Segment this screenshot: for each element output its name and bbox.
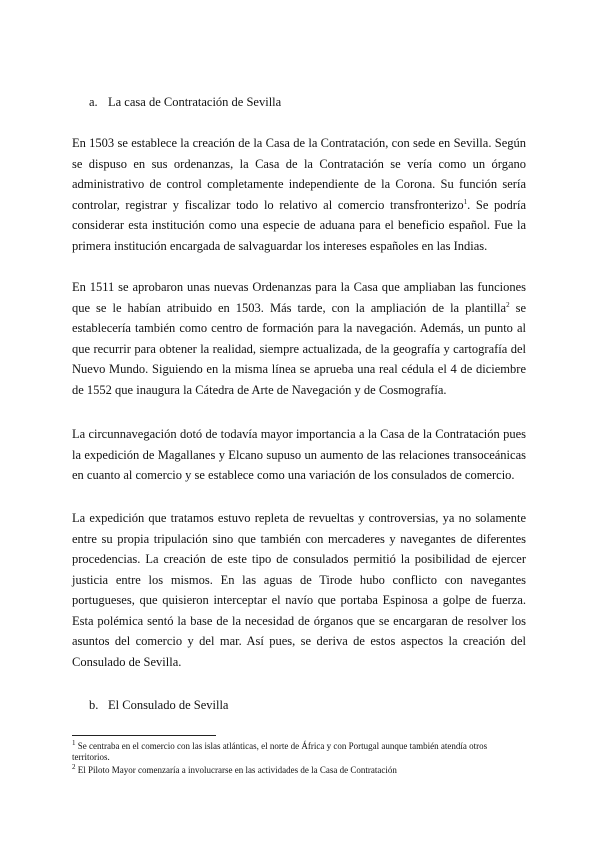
- footnote-separator: [72, 735, 216, 736]
- section-heading-b: [89, 697, 228, 713]
- footnote-1: $^1$ Se centraba en el comercio con las islas atlánticas, el norte de África y con Portugal aunque también atendía otros territorios.: [72, 739, 488, 762]
- paragraph-3: La circunnavegación dotó de todavía mayor importancia a la Casa de la Contratación pues la expedición de Magallanes y Elcano supuso un aumento de las relaciones transoceánicas en cuanto al comercio y se establece como una variación de los consulados de comercio.: [72, 427, 526, 482]
- paragraph-2: En 1511 se aprobaron unas nuevas Ordenanzas para la Casa que ampliaban las funciones que se le habían atribuido en 1503. Más tarde, con la ampliación de la plantilla$^2$ se establecería también como centro de formación para la navegación. Además, un punto al que recurrir para obtener la realidad, siempre actualizada, de la geografía y cartografía del Nuevo Mundo. Siguiendo en la misma línea se aprueba una real cédula el 4 de diciembre de 1552 que inaugura la Cátedra de Arte de Navegación y de Cosmografía.: [72, 280, 526, 397]
- section-title: La casa de Contratación de Sevilla: [108, 95, 282, 109]
- footnote-ref-2[interactable]: 2: [506, 300, 510, 309]
- paragraph-4: La expedición que tratamos estuvo repleta de revueltas y controversias, ya no solamente entre su propia tripulación sino que también con mercaderes y navegantes de diferentes procedencias. La creación de este tipo de consulados permitió la posibilidad de ejercer justicia entre los mismos. En las aguas de Tirode hubo conflicto con navegantes portugueses, que quisieron interceptar el navío que portaba Espinosa a golpe de fuerza. Esta polémica sentó la base de la necesidad de órganos que se encargaran de resolver los asuntos del comercio y del mar. Así pues, se deriva de estos aspectos la creación del Consulado de Sevilla.: [72, 511, 526, 669]
- footnote-number: 2: [72, 763, 76, 771]
- footnote-number: 1: [72, 739, 76, 747]
- footnote-ref-1[interactable]: 1: [463, 197, 468, 206]
- section-number: b.: [89, 698, 99, 712]
- section-title: El Consulado de Sevilla: [108, 698, 229, 712]
- footnote-2: $^2$ El Piloto Mayor comenzaría a involucrarse en las actividades de la Casa de Contratación: [72, 763, 397, 775]
- paragraph-1: En 1503 se establece la creación de la Casa de la Contratación, con sede en Sevilla. Según se dispuso en sus ordenanzas, la Casa de la Contratación se vería como un órgano administrativo de control completamente independiente de la Corona. Su función sería controlar, registrar y fiscalizar todo lo relativo al comercio transfronterizo$^1$. Se podría considerar esta institución como una especie de aduana para el beneficio español. Fue la primera institución encargada de salvaguardar los intereses españoles en las Indias.: [72, 136, 526, 253]
- section-number: a.: [89, 95, 98, 109]
- section-heading-a: [89, 94, 281, 110]
